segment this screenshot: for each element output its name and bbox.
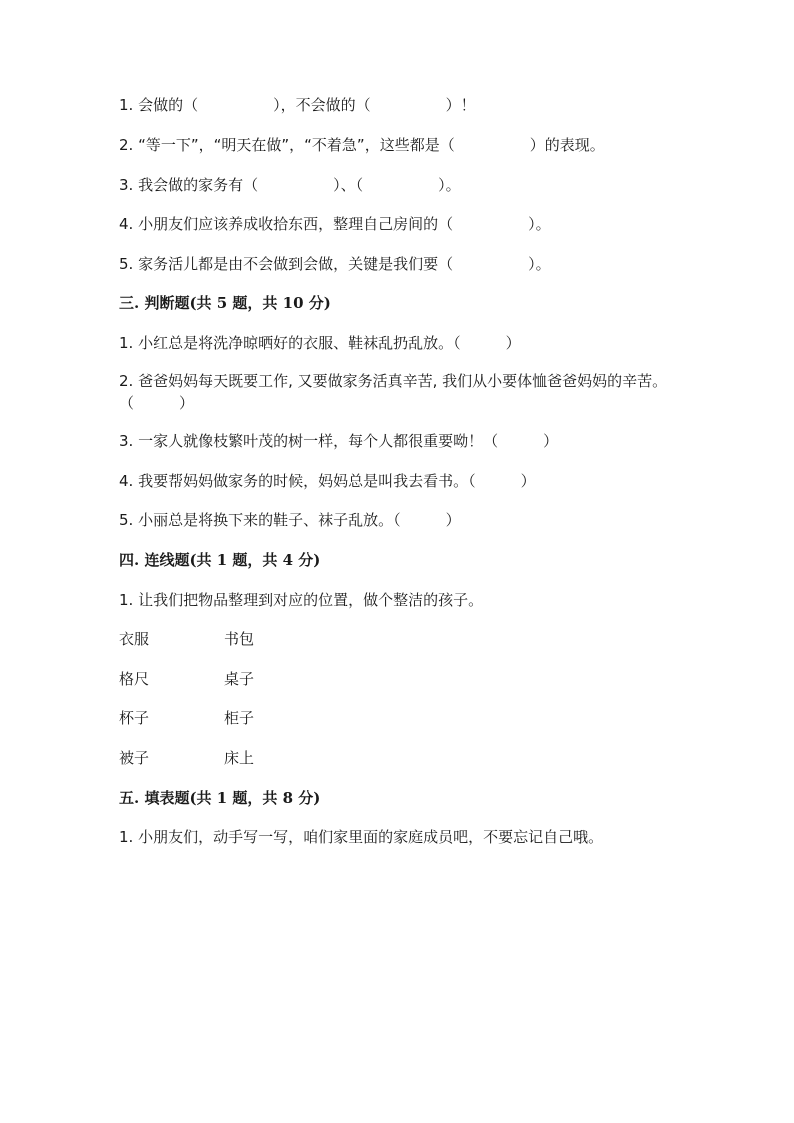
section-heading-table: 五. 填表题(共 1 题，共 8 分) <box>119 789 321 807</box>
section-heading-judge: 三. 判断题(共 5 题，共 10 分) <box>119 294 331 312</box>
match-left-item: 被子 <box>119 749 150 767</box>
judge-question-3: 3. 一家人就像枝繁叶茂的树一样，每个人都很重要呦！（ ） <box>119 432 559 450</box>
table-question: 1. 小朋友们，动手写一写，咱们家里面的家庭成员吧，不要忘记自己哦。 <box>119 828 604 846</box>
fill-question-3: 3. 我会做的家务有（ ）、（ ）。 <box>119 176 461 194</box>
match-right-item: 书包 <box>224 630 255 648</box>
section-heading-match: 四. 连线题(共 1 题，共 4 分) <box>119 551 321 569</box>
match-right-item: 桌子 <box>224 670 255 688</box>
judge-question-5: 5. 小丽总是将换下来的鞋子、袜子乱放。（ ） <box>119 511 461 529</box>
judge-question-2: 2. 爸爸妈妈每天既要工作, 又要做家务活真辛苦, 我们从小要体恤爸爸妈妈的辛苦。（ ） <box>119 372 668 412</box>
match-left-item: 格尺 <box>119 670 150 688</box>
judge-question-1: 1. 小红总是将洗净晾晒好的衣服、鞋袜乱扔乱放。（ ） <box>119 334 521 352</box>
fill-question-5: 5. 家务活儿都是由不会做到会做，关键是我们要（ ）。 <box>119 255 551 273</box>
match-left-item: 衣服 <box>119 630 150 648</box>
judge-question-4: 4. 我要帮妈妈做家务的时候，妈妈总是叫我去看书。（ ） <box>119 472 536 490</box>
match-right-item: 床上 <box>224 749 255 767</box>
match-question: 1. 让我们把物品整理到对应的位置，做个整洁的孩子。 <box>119 591 484 609</box>
fill-question-1: 1. 会做的（ ），不会做的（ ）！ <box>119 96 476 114</box>
match-left-item: 杯子 <box>119 709 150 727</box>
match-right-item: 柜子 <box>224 709 255 727</box>
fill-question-2: 2. “等一下”，“明天在做”，“不着急”，这些都是（ ）的表现。 <box>119 136 605 154</box>
fill-question-4: 4. 小朋友们应该养成收拾东西，整理自己房间的（ ）。 <box>119 215 551 233</box>
